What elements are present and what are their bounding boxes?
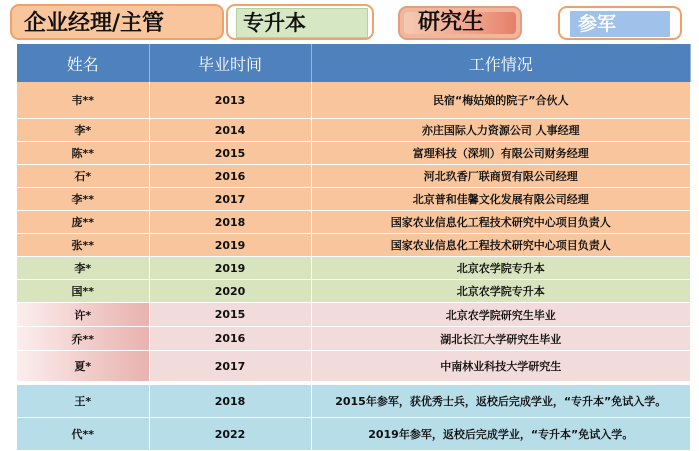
cell-year: 2017	[149, 188, 311, 211]
table-row	[17, 327, 691, 351]
cell-job: 北京农学院研究生毕业	[311, 303, 691, 327]
cell-name: 李**	[17, 188, 149, 211]
cell-job: 亦庄国际人力资源公司 人事经理	[311, 119, 691, 142]
cell-year: 2014	[149, 119, 311, 142]
cell-job: 2019年参军，返校后完成学业，“专升本”免试入学。	[311, 418, 691, 451]
tab-upgrade-degree-label: 专升本	[243, 11, 306, 35]
cell-job: 中南林业科技大学研究生	[311, 351, 691, 384]
cell-year: 2016	[149, 327, 311, 351]
cell-year: 2018	[149, 383, 311, 418]
cell-name: 庞**	[17, 211, 149, 234]
cell-name: 石*	[17, 165, 149, 188]
cell-job: 2015年参军，获优秀士兵，返校后完成学业，“专升本”免试入学。	[311, 383, 691, 418]
table-row	[17, 119, 691, 142]
table-row	[17, 142, 691, 165]
cell-job: 北京农学院专升本	[311, 257, 691, 280]
cell-year: 2017	[149, 351, 311, 384]
alumni-table	[17, 44, 691, 451]
table-row	[17, 165, 691, 188]
cell-name: 乔**	[17, 327, 149, 351]
table-row	[17, 280, 691, 303]
tab-military-service[interactable]	[558, 6, 682, 40]
cell-job: 河北玖香厂联商贸有限公司经理	[311, 165, 691, 188]
tab-graduate-study-label: 研究生	[418, 10, 485, 35]
cell-name: 陈**	[17, 142, 149, 165]
cell-name: 李*	[17, 119, 149, 142]
cell-name: 张**	[17, 234, 149, 257]
tab-upgrade-degree[interactable]	[226, 4, 374, 40]
cell-year: 2019	[149, 257, 311, 280]
tab-graduate-study[interactable]	[398, 6, 522, 40]
cell-year: 2015	[149, 142, 311, 165]
cell-year: 2015	[149, 303, 311, 327]
cell-year: 2013	[149, 82, 311, 119]
table-row	[17, 418, 691, 451]
cell-name: 夏*	[17, 351, 149, 384]
table-row	[17, 188, 691, 211]
table-row	[17, 257, 691, 280]
cell-job: 民宿“梅姑娘的院子”合伙人	[311, 82, 691, 119]
cell-name: 李*	[17, 257, 149, 280]
cell-year: 2022	[149, 418, 311, 451]
table-row	[17, 303, 691, 327]
cell-name: 许*	[17, 303, 149, 327]
cell-job: 国家农业信息化工程技术研究中心项目负责人	[311, 234, 691, 257]
table-header-row	[17, 44, 691, 82]
header-name: 姓名	[17, 44, 149, 82]
table-row	[17, 351, 691, 384]
cell-name: 国**	[17, 280, 149, 303]
header-graduation-year: 毕业时间	[149, 44, 311, 82]
cell-year: 2016	[149, 165, 311, 188]
table-row	[17, 234, 691, 257]
header-job-status: 工作情况	[311, 44, 691, 82]
cell-job: 北京农学院专升本	[311, 280, 691, 303]
table-row	[17, 211, 691, 234]
tab-military-service-label: 参军	[578, 13, 617, 35]
cell-year: 2020	[149, 280, 311, 303]
cell-year: 2018	[149, 211, 311, 234]
tab-enterprise-manager[interactable]	[10, 4, 224, 40]
table-row	[17, 82, 691, 119]
cell-name: 王*	[17, 383, 149, 418]
cell-job: 湖北长江大学研究生毕业	[311, 327, 691, 351]
cell-job: 北京普和佳馨文化发展有限公司经理	[311, 188, 691, 211]
cell-name: 代**	[17, 418, 149, 451]
cell-job: 国家农业信息化工程技术研究中心项目负责人	[311, 211, 691, 234]
tab-enterprise-manager-label: 企业经理/主管	[24, 11, 165, 36]
cell-job: 富理科技（深圳）有限公司财务经理	[311, 142, 691, 165]
cell-name: 韦**	[17, 82, 149, 119]
cell-year: 2019	[149, 234, 311, 257]
table-row	[17, 383, 691, 418]
